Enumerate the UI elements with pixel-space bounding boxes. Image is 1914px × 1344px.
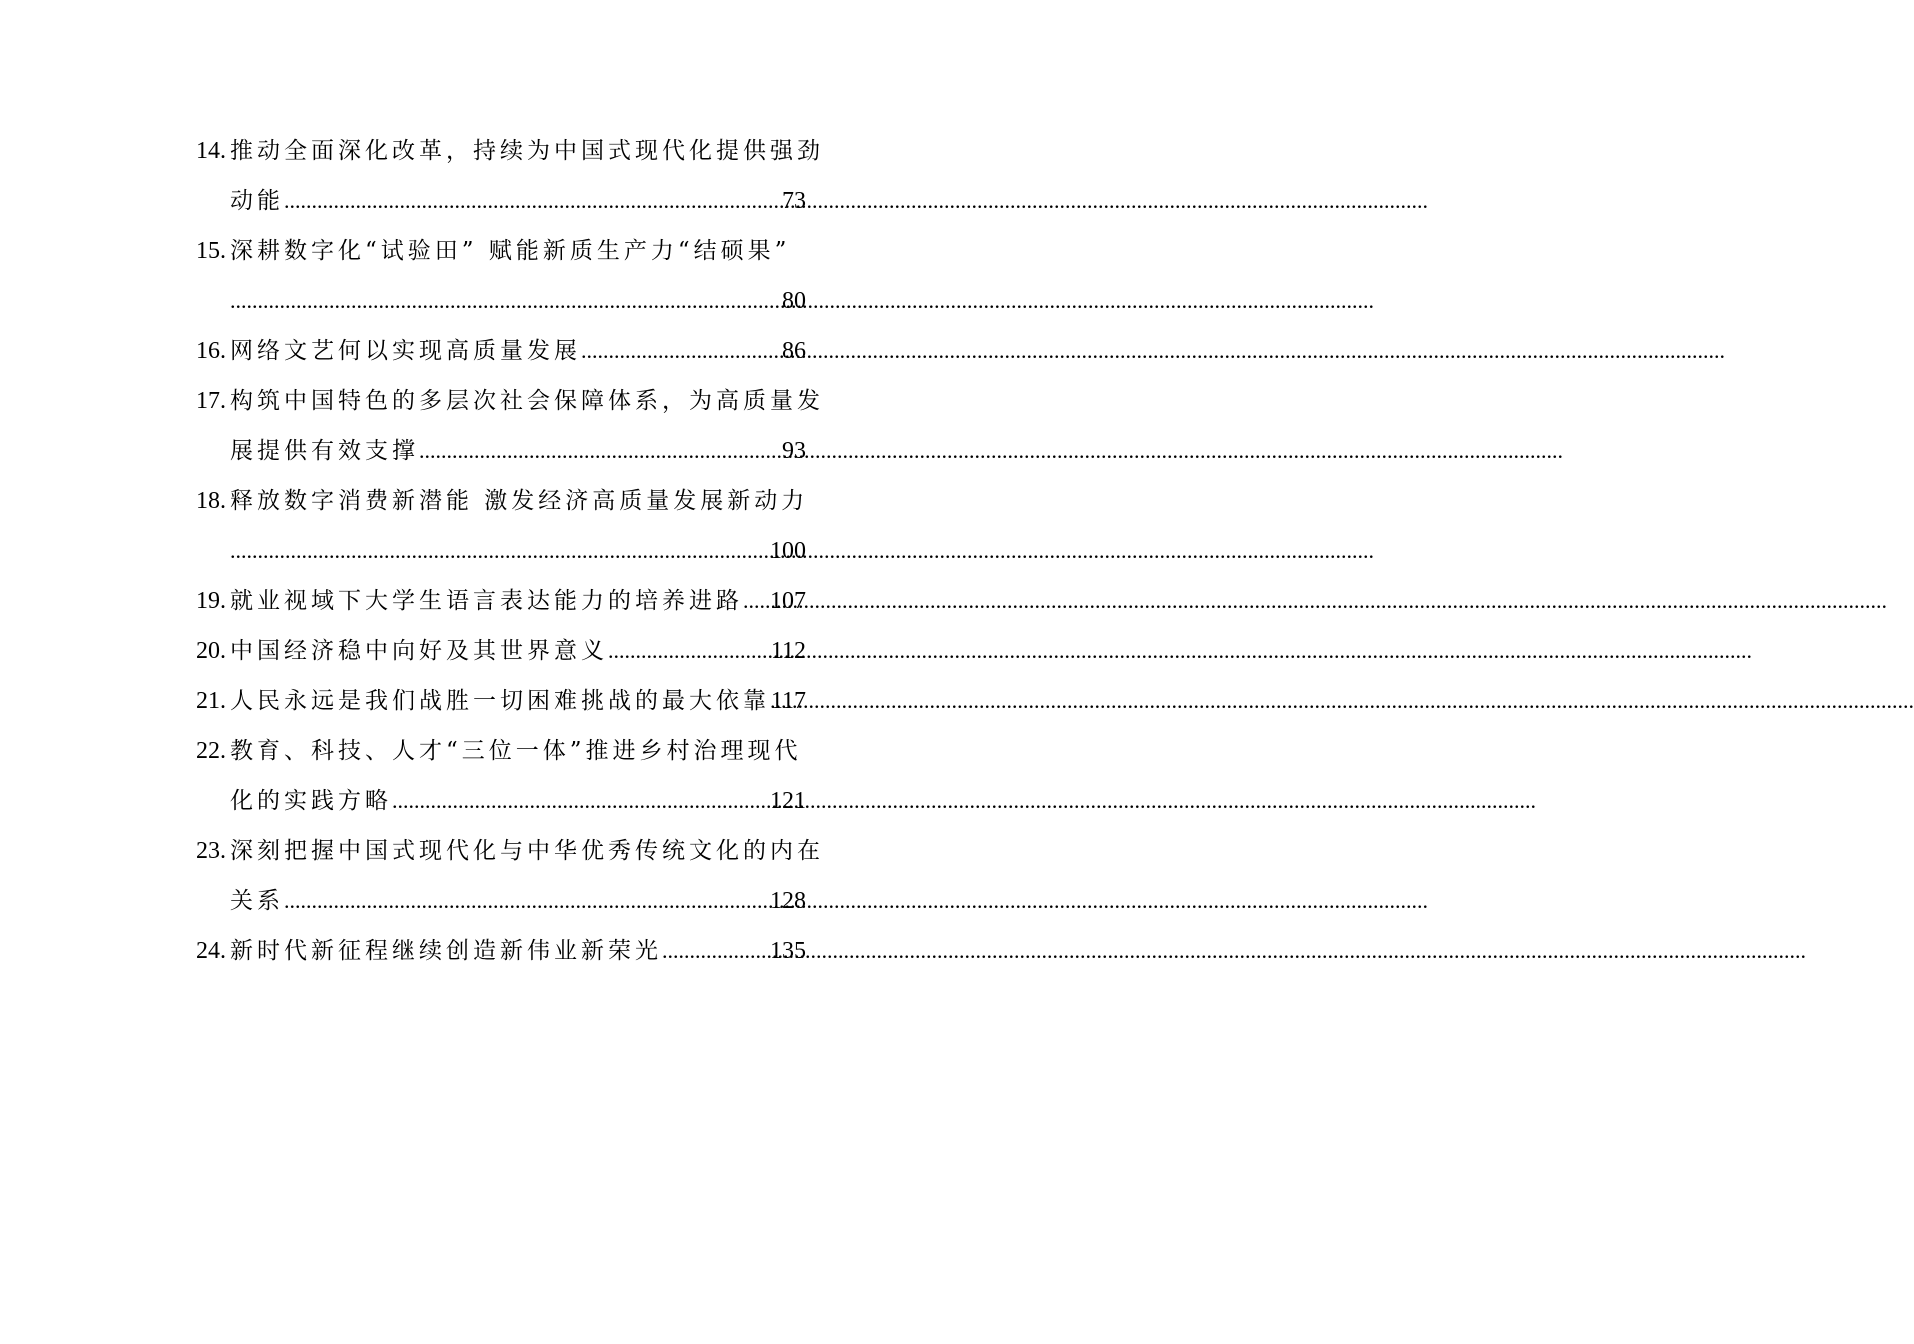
toc-entry-number: 18. bbox=[196, 488, 226, 514]
toc-entry-number: 21. bbox=[196, 688, 226, 714]
dot-leader bbox=[230, 526, 770, 576]
toc-entry-line bbox=[196, 126, 824, 176]
dot-leader bbox=[581, 326, 782, 376]
toc-entry-title: 中国经济稳中向好及其世界意义 bbox=[230, 638, 608, 664]
toc-entry-title: 新时代新征程继续创造新伟业新荣光 bbox=[230, 938, 662, 964]
toc-entry-page: 112 bbox=[770, 638, 806, 664]
toc-entry-page: 117 bbox=[770, 688, 806, 714]
toc-entry-number: 20. bbox=[196, 638, 226, 664]
toc-entry-title-continued: 动能 bbox=[230, 188, 284, 214]
toc-entry-page: 80 bbox=[782, 288, 806, 314]
toc-entry-line bbox=[196, 876, 806, 926]
toc-entry-number: 17. bbox=[196, 388, 226, 414]
dot-leader bbox=[608, 626, 771, 676]
dot-leader bbox=[419, 426, 782, 476]
toc-entry-number: 15. bbox=[196, 238, 226, 264]
document-page bbox=[0, 0, 950, 1344]
toc-entry-15[interactable] bbox=[196, 226, 806, 326]
toc-entry-title: 教育、科技、人才“三位一体”推进乡村治理现代 bbox=[230, 738, 802, 764]
toc-entry-line bbox=[196, 676, 806, 726]
toc-entry-16[interactable] bbox=[196, 326, 806, 376]
toc-entry-title: 推动全面深化改革，持续为中国式现代化提供强劲 bbox=[230, 138, 824, 164]
toc-entry-line bbox=[196, 576, 806, 626]
toc-entry-title-continued: 关系 bbox=[230, 888, 284, 914]
toc-entry-line bbox=[196, 776, 806, 826]
dot-leader bbox=[662, 926, 770, 976]
toc-entry-line bbox=[196, 476, 809, 526]
dot-leader bbox=[392, 776, 770, 826]
toc-entry-page: 135 bbox=[770, 938, 806, 964]
toc-entry-14[interactable] bbox=[196, 126, 824, 226]
toc-entry-line bbox=[196, 176, 806, 226]
toc-entry-title: 释放数字消费新潜能 激发经济高质量发展新动力 bbox=[230, 488, 809, 514]
toc-entry-line bbox=[196, 326, 806, 376]
toc-entry-page: 100 bbox=[770, 538, 806, 564]
toc-entry-23[interactable] bbox=[196, 826, 824, 926]
toc-entry-19[interactable] bbox=[196, 576, 806, 626]
toc-entry-title: 人民永远是我们战胜一切困难挑战的最大依靠 bbox=[230, 688, 770, 714]
table-of-contents bbox=[196, 126, 824, 976]
toc-entry-line bbox=[196, 826, 824, 876]
toc-entry-title: 深耕数字化“试验田” 赋能新质生产力“结硕果” bbox=[230, 238, 791, 264]
toc-entry-number: 23. bbox=[196, 838, 226, 864]
toc-entry-line bbox=[196, 376, 824, 426]
toc-entry-page: 128 bbox=[770, 888, 806, 914]
toc-entry-title: 深刻把握中国式现代化与中华优秀传统文化的内在 bbox=[230, 838, 824, 864]
toc-entry-number: 14. bbox=[196, 138, 226, 164]
dot-leader bbox=[284, 176, 782, 226]
toc-entry-line bbox=[196, 276, 806, 326]
toc-entry-title-continued: 展提供有效支撑 bbox=[230, 438, 419, 464]
toc-entry-20[interactable] bbox=[196, 626, 806, 676]
toc-entry-number: 19. bbox=[196, 588, 226, 614]
toc-entry-page: 93 bbox=[782, 438, 806, 464]
toc-entry-line bbox=[196, 926, 806, 976]
dot-leader bbox=[743, 576, 770, 626]
toc-entry-line bbox=[196, 726, 806, 776]
toc-entry-line bbox=[196, 426, 806, 476]
toc-entry-page: 73 bbox=[782, 188, 806, 214]
dot-leader bbox=[230, 276, 782, 326]
toc-entry-21[interactable] bbox=[196, 676, 806, 726]
toc-entry-title-continued: 化的实践方略 bbox=[230, 788, 392, 814]
toc-entry-number: 24. bbox=[196, 938, 226, 964]
toc-entry-number: 16. bbox=[196, 338, 226, 364]
toc-entry-page: 107 bbox=[770, 588, 806, 614]
toc-entry-22[interactable] bbox=[196, 726, 806, 826]
toc-entry-17[interactable] bbox=[196, 376, 824, 476]
toc-entry-line bbox=[196, 526, 806, 576]
toc-entry-24[interactable] bbox=[196, 926, 806, 976]
toc-entry-title: 网络文艺何以实现高质量发展 bbox=[230, 338, 581, 364]
toc-entry-line bbox=[196, 626, 806, 676]
toc-entry-number: 22. bbox=[196, 738, 226, 764]
toc-entry-page: 86 bbox=[782, 338, 806, 364]
toc-entry-line bbox=[196, 226, 806, 276]
dot-leader bbox=[284, 876, 770, 926]
toc-entry-title: 就业视域下大学生语言表达能力的培养进路 bbox=[230, 588, 743, 614]
toc-entry-page: 121 bbox=[770, 788, 806, 814]
toc-entry-title: 构筑中国特色的多层次社会保障体系，为高质量发 bbox=[230, 388, 824, 414]
toc-entry-18[interactable] bbox=[196, 476, 809, 576]
